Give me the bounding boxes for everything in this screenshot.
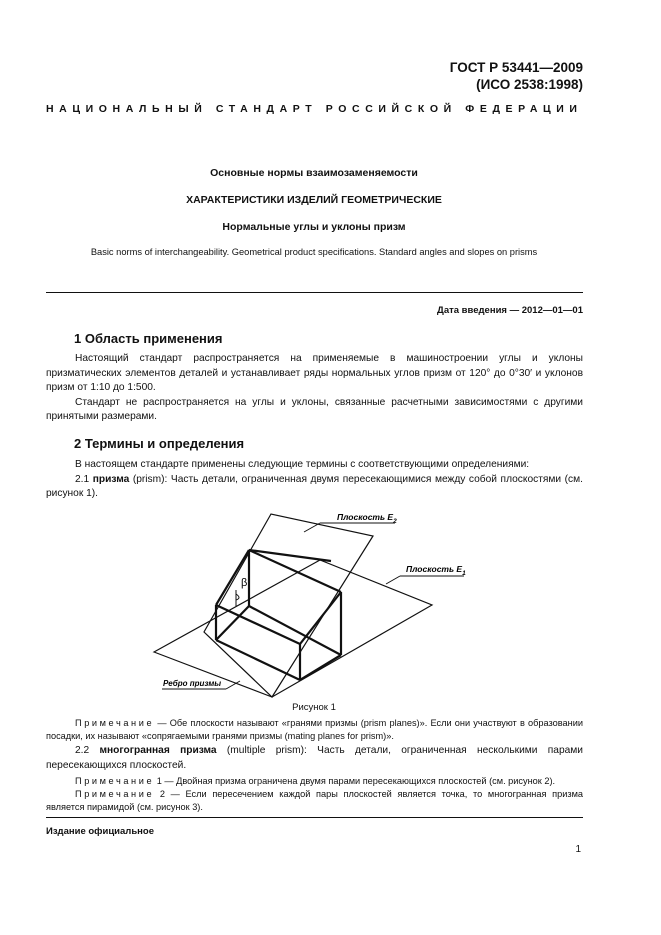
title-group: Основные нормы взаимозаменяемости bbox=[210, 167, 418, 179]
angle-beta: β bbox=[241, 577, 248, 589]
official-edition-label: Издание официальное bbox=[46, 826, 154, 837]
definition-2-1-term: призма bbox=[92, 473, 130, 485]
note-prism-planes bbox=[46, 717, 583, 743]
note-2 bbox=[46, 788, 583, 814]
effective-date: Дата введения — 2012—01—01 bbox=[437, 305, 583, 316]
title-english: Basic norms of interchangeability. Geometrical product specifications. Standard angles and slopes on prisms bbox=[90, 247, 538, 257]
note-text: — Обе плоскости называют «гранями призмы (prism planes)». Если они участвуют в образовании посадки, их называют «сопрягаемыми гранями призмы (mating planes for prism)». bbox=[46, 718, 583, 741]
section-1-heading: 1 Область применения bbox=[74, 331, 223, 346]
note-label: Примечание bbox=[75, 718, 155, 728]
definition-2-2-text: (multiple prism): Часть детали, ограниченная несколькими парами пересекающихся плоскостей. bbox=[46, 745, 583, 771]
section-1-paragraph-1: Настоящий стандарт распространяется на применяемые в машиностроении углы и уклоны призматических элементов деталей и устанавливает ряды нормальных углов призм от 120° до 0°30′ и уклонов призм от 1:10 до 1:500. bbox=[46, 353, 583, 393]
label-plane-e1: Плоскость $E_1$ bbox=[406, 564, 466, 577]
national-standard-banner: НАЦИОНАЛЬНЫЙ СТАНДАРТ РОССИЙСКОЙ ФЕДЕРАЦИИ bbox=[46, 103, 583, 115]
definition-2-2 bbox=[46, 744, 583, 773]
title-main: ХАРАКТЕРИСТИКИ ИЗДЕЛИЙ ГЕОМЕТРИЧЕСКИЕ bbox=[186, 194, 442, 206]
label-plane-e2: Плоскость $E_2$ bbox=[337, 512, 397, 525]
note-2-text: 2 — Если пересечением каждой пары плоскостей является точка, то многогранная призма является пирамидой (см. рисунок 3). bbox=[46, 789, 583, 812]
footer-divider bbox=[46, 817, 583, 818]
definition-2-2-number: 2.2 bbox=[75, 745, 90, 756]
note-2-label: Примечание bbox=[75, 789, 155, 799]
title-sub: Нормальные углы и уклоны призм bbox=[222, 221, 406, 233]
section-2-intro: В настоящем стандарте применены следующие термины с соответствующими определениями: bbox=[75, 459, 530, 470]
figure-1-caption: Рисунок 1 bbox=[292, 702, 336, 713]
section-1-paragraph-2: Стандарт не распространяется на углы и уклоны, связанные расчетными зависимостями с другими принятыми размерами. bbox=[46, 396, 583, 422]
note-1-text: 1 — Двойная призма ограничена двумя парами пересекающихся плоскостей (см. рисунок 2). bbox=[154, 776, 556, 786]
note-1-label: Примечание bbox=[75, 776, 155, 786]
notes-multiple-prism bbox=[46, 775, 583, 814]
note-1 bbox=[46, 775, 583, 788]
label-prism-edge: Ребро призмы bbox=[163, 679, 222, 688]
plane-e2 bbox=[204, 514, 373, 697]
section-2-heading: 2 Термины и определения bbox=[74, 436, 245, 451]
page-number: 1 bbox=[575, 844, 581, 855]
definition-2-1-text: (prism): Часть детали, ограниченная двумя пересекающимися между собой плоскостями (см. рисунок 1). bbox=[46, 473, 583, 499]
definition-2-1-number: 2.1 bbox=[75, 473, 90, 485]
standard-code: ГОСТ Р 53441—2009 bbox=[449, 60, 583, 75]
iso-code: (ИСО 2538:1998) bbox=[476, 77, 583, 92]
definition-2-2-term: многогранная призма bbox=[99, 745, 217, 756]
